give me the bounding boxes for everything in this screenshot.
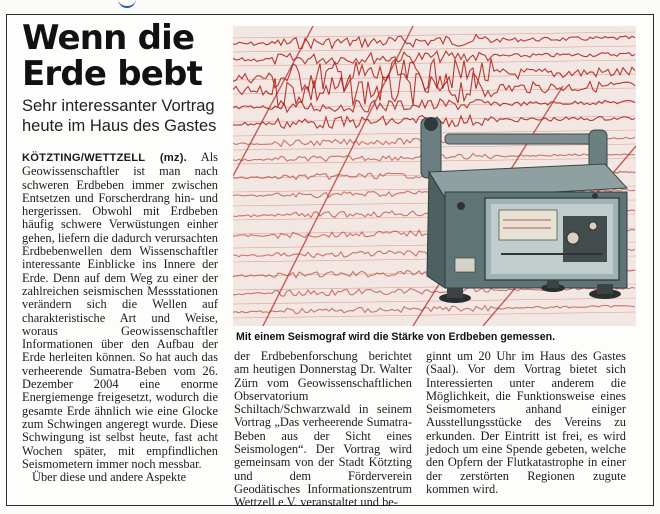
article-column-1 [22, 151, 218, 484]
dateline: KÖTZTING/WETTZELL (mz). [22, 152, 187, 164]
headline: Wenn die Erde bebt [22, 18, 203, 94]
article-column-2: der Erdbebenforschung berichtet am heutigen Donnerstag Dr. Walter Zürn vom Geowissenschaftlichen Observatorium Schiltach/Schwarzwald in seinem Vortrag „Das verheerende Sumatra-Beben aus der Sicht eines Seismologen“. Der Vortrag wird gemeinsam von der Stadt Kötzting und dem Förderverein Geodätisches Informationszentrum Wettzell e.V. veranstaltet und be- [234, 349, 412, 510]
seismograph-illustration [233, 26, 636, 326]
pen-mark [118, 0, 136, 8]
column-1-continuation: Über diese und andere Aspekte [32, 470, 187, 485]
photo-caption: Mit einem Seismograf wird die Stärke von Erdbeben gemessen. [236, 331, 556, 343]
seismograph-photo [233, 26, 636, 326]
article-column-3: ginnt um 20 Uhr im Haus des Gastes (Saal). Vor dem Vortrag bietet sich Interessierten unter anderem die Möglichkeit, die Funktionsweise eines Seismometers anhand einiger Ausstellungsstücke des Vereins zu erkunden. Der Eintritt ist frei, es wird jedoch um eine Spende gebeten, welche den Opfern der Flutkatastrophe in einer der zerstörten Regionen zugute kommen wird. [426, 349, 626, 496]
column-1-text: Als Geowissenschaftler ist man nach schweren Erdbeben immer zwischen Entsetzen und Forscherdrang hin- und hergerissen. Obwohl mit Erdbeben häufig schwere Verwüstungen einher gehen, liefern die dadurch verursachten Erdbebenwellen dem Wissenschaftler interessante Einblicke ins Innere der Erde. Denn auf dem Weg zu einer der zahlreichen seismischen Messstationen verändern sich die Wellen auf charakteristische Art und Weise, woraus Geowissenschaftler Informationen über den Aufbau der Erde herleiten können. So hat auch das verheerende Sumatra-Beben vom 26. Dezember 2004 eine enorme Energiemenge freigesetzt, wodurch die gesamte Erde ähnlich wie eine Glocke zum Schwingen angeregt wurde. Diese Schwingung ist selbst heute, fast acht Wochen später, mit empfindlichen Seismometern immer noch messbar. [22, 150, 218, 471]
subheadline: Sehr interessanter Vortrag heute im Haus des Gastes [22, 97, 217, 135]
